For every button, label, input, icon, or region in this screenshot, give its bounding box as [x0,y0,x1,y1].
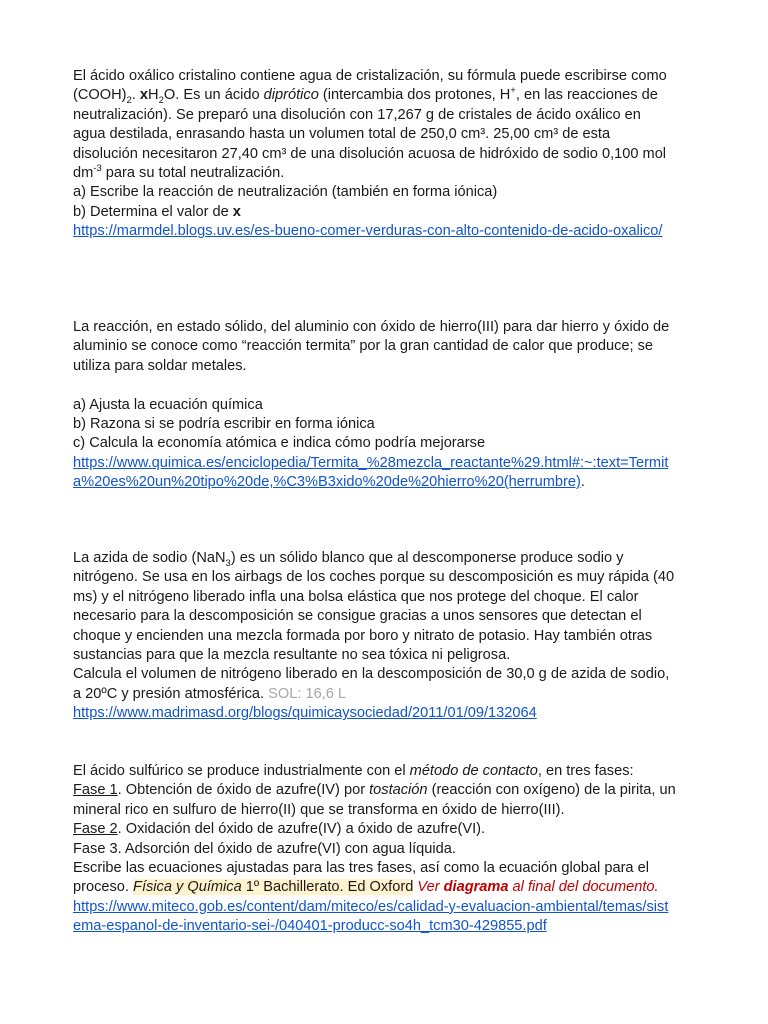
paragraph-line: disolución necesitaron 27,40 cm³ de una disolución acuosa de hidróxido de sodio 0,100 mol [73,145,667,162]
solution-text: SOL: 16,6 L [268,685,347,702]
reference-link[interactable]: https://www.madrimasd.org/blogs/quimicaysociedad/2011/01/09/132064 [73,705,537,722]
reference-link[interactable]: https://marmdel.blogs.uv.es/es-bueno-comer-verduras-con-alto-contenido-de-acido-oxalico/ [73,223,663,240]
paragraph-line: a 20ºC y presión atmosférica. SOL: 16,6 L [73,685,347,702]
problem-thermite: La reacción, en estado sólido, del aluminio con óxido de hierro(III) para dar hierro y óxido de aluminio se conoce como “reacción termita” por la gran cantidad de calor que produce; se utiliza para soldar metales. a) Ajusta la ecuación química b) Razona si se podría escribir en forma iónica c) Calcula la economía atómica e indica cómo podría mejorarse https://www.quimica.es/enciclopedia/Termita_%28mezcla_reactante%29.html#:~:text=Termit a%20es%20un%20tipo%20de,%C3%B3xido%20de%20hierro%20(herrumbre). [73,318,718,493]
paragraph-line: utiliza para soldar metales. [73,357,247,374]
paragraph-line: Calcula el volumen de nitrógeno liberado en la descomposición de 30,0 g de azida de sodio, [73,666,670,683]
paragraph-line: nitrógeno. Se usa en los airbags de los coches porque su descomposición es muy rápida (40 [73,569,675,586]
paragraph-line: sustancias para que la mezcla resultante no sea tóxica ni peligrosa. [73,647,511,664]
paragraph-line: La reacción, en estado sólido, del aluminio con óxido de hierro(III) para dar hierro y óxido de [73,319,670,335]
paragraph-line: El ácido sulfúrico se produce industrialmente con el método de contacto, en tres fases: [73,763,634,779]
paragraph-line: mineral rico en sulfuro de hierro(II) que se transforma en óxido de hierro(III). [73,801,565,818]
paragraph-line: $dm^{-3}$ para su total neutralización. [73,163,285,182]
question-a: a) Ajusta la ecuación química [73,396,263,413]
paragraph-line: La azida de sodio (NaN$_3$) es un sólido blanco que al descomponerse produce sodio y [73,550,624,569]
paragraph-line: choque y encienden una mezcla formada por boro y nitrato de potasio. Hay también otras [73,627,653,644]
reference-link-wrap [73,454,718,473]
phase-3-line: Fase 3. Adsorción del óxido de azufre(VI) con agua líquida. [73,840,456,857]
problem-oxalic-acid [73,67,718,242]
paragraph-line: neutralización). Se preparó una disolución con 17,267 g de cristales de ácido oxálico en [73,106,641,123]
question-c: c) Calcula la economía atómica e indica cómo podría mejorarse [73,435,486,452]
phase-1-line: Fase 1. Obtención de óxido de azufre(IV) por tostación (reacción con oxígeno) de la pirita, un [73,782,676,799]
reference-link-continued[interactable]: ema-espanol-de-inventario-sei-/040401-producc-so4h_tcm30-429855.pdf [73,918,547,935]
paragraph-line: Escribe las ecuaciones ajustadas para las tres fases, así como la ecuación global para el [73,860,649,877]
paragraph-line: proceso. Física y Química 1º Bachillerato. Ed Oxford Ver diagrama al final del documento. [73,879,659,896]
reference-link[interactable]: https://www.miteco.gob.es/content/dam/miteco/es/calidad-y-evaluacion-ambiental/temas/sist [73,898,669,915]
question-b: b) Determina el valor de x [73,203,241,220]
paragraph-line: necesario para la descomposición se consigue gracias a unos sensores que detectan el [73,608,642,625]
problem-sulfuric-acid [73,762,718,937]
question-b: b) Razona si se podría escribir en forma iónica [73,416,375,433]
paragraph-line: $(COOH)_2$. $xH_2O$. Es un ácido diprótico (intercambia dos protones, H+, en las reacciones de [73,85,658,107]
reference-link[interactable]: https://www.quimica.es/enciclopedia/Termita_%28mezcla_reactante%29.html#:~:text=Termit [73,454,669,471]
problem-sodium-azide [73,549,718,724]
paragraph-line: ms) y el nitrógeno liberado infla una bolsa elástica que nos protege del choque. El calor [73,588,639,605]
reference-link-continued[interactable]: a%20es%20un%20tipo%20de,%C3%B3xido%20de%20hierro%20(herrumbre) [73,474,581,491]
phase-2-line: Fase 2. Oxidación del óxido de azufre(IV) a óxido de azufre(VI). [73,821,486,838]
paragraph-line: aluminio se conoce como “reacción termita” por la gran cantidad de calor que produce; se [73,338,654,355]
paragraph-line: agua destilada, enrasando hasta un volumen total de 250,0 cm³. 25,00 cm³ de esta [73,126,611,143]
question-a: a) Escribe la reacción de neutralización (también en forma iónica) [73,184,498,201]
book-reference: Física y Química 1º Bachillerato. Ed Oxford [133,879,414,896]
paragraph-line: El ácido oxálico cristalino contiene agua de cristalización, su fórmula puede escribirse como [73,68,667,84]
